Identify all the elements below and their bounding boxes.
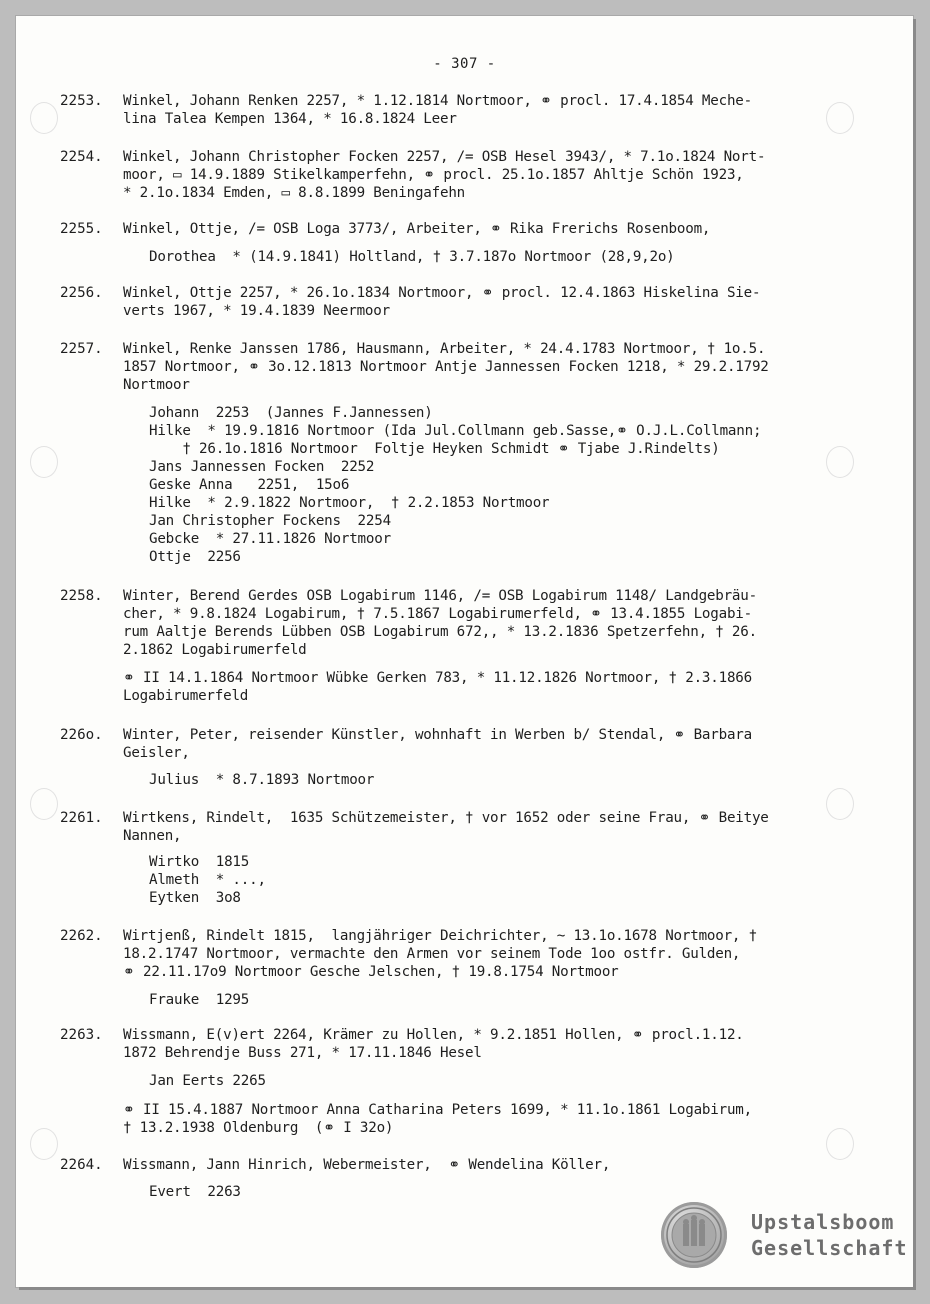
entry-line: verts 1967, * 19.4.1839 Neermoor — [123, 303, 390, 319]
document-page — [16, 16, 913, 1287]
entry-line: Winkel, Renke Janssen 1786, Hausmann, Arbeiter, * 24.4.1783 Nortmoor, † 1o.5. — [123, 341, 766, 357]
child-line: Evert 2263 — [149, 1184, 241, 1200]
entry-line: Winter, Berend Gerdes OSB Logabirum 1146, /= OSB Logabirum 1148/ Landgebräu- — [123, 588, 757, 604]
entry-line: Winkel, Ottje, /= OSB Loga 3773/, Arbeiter, ⚭ Rika Frerichs Rosenboom, — [123, 221, 711, 237]
punch-hole — [30, 102, 58, 134]
child-line: Jan Eerts 2265 — [149, 1073, 266, 1089]
entry-line: lina Talea Kempen 1364, * 16.8.1824 Leer — [123, 111, 457, 127]
marriage-line: ⚭ II 14.1.1864 Nortmoor Wübke Gerken 783, * 11.12.1826 Nortmoor, † 2.3.1866 — [123, 670, 752, 686]
punch-hole — [30, 446, 58, 478]
entry-line: Wirtjenß, Rindelt 1815, langjähriger Deichrichter, ~ 13.1o.1678 Nortmoor, † — [123, 928, 757, 944]
logo-line-2: Gesellschaft — [751, 1236, 908, 1260]
entry-line: * 2.1o.1834 Emden, ▭ 8.8.1899 Beningafehn — [123, 185, 466, 201]
child-line: Almeth * ..., — [149, 872, 266, 888]
entry-line: cher, * 9.8.1824 Logabirum, † 7.5.1867 Logabirumerfeld, ⚭ 13.4.1855 Logabi- — [123, 606, 752, 622]
page-number: - 307 - — [433, 56, 496, 72]
child-line: Eytken 3o8 — [149, 890, 241, 906]
entry-line: Wirtkens, Rindelt, 1635 Schützemeister, † vor 1652 oder seine Frau, ⚭ Beitye — [123, 810, 769, 826]
entry-line: moor, ▭ 14.9.1889 Stikelkamperfehn, ⚭ procl. 25.1o.1857 Ahltje Schön 1923, — [123, 167, 744, 183]
entry-number: 2253. — [60, 93, 103, 109]
entry-line: Dorothea * (14.9.1841) Holtland, † 3.7.187o Nortmoor (28,9,2o) — [149, 249, 675, 265]
entry-number: 2262. — [60, 928, 103, 944]
entry-number: 2257. — [60, 341, 103, 357]
child-line: Gebcke * 27.11.1826 Nortmoor — [149, 531, 391, 547]
entry-line: Winter, Peter, reisender Künstler, wohnhaft in Werben b/ Stendal, ⚭ Barbara — [123, 727, 752, 743]
marriage-line: † 13.2.1938 Oldenburg (⚭ I 32o) — [123, 1120, 394, 1136]
entry-line: Winkel, Ottje 2257, * 26.1o.1834 Nortmoor, ⚭ procl. 12.4.1863 Hiskelina Sie- — [123, 285, 761, 301]
entry-number: 2263. — [60, 1027, 103, 1043]
seal-icon — [661, 1202, 727, 1268]
entry-line: 18.2.1747 Nortmoor, vermachte den Armen vor seinem Tode 1oo ostfr. Gulden, — [123, 946, 741, 962]
entry-line: Nannen, — [123, 828, 182, 844]
entry-line: 1857 Nortmoor, ⚭ 3o.12.1813 Nortmoor Antje Jannessen Focken 1218, * 29.2.1792 — [123, 359, 769, 375]
logo-line-1: Upstalsboom — [751, 1210, 895, 1234]
entry-line: Wissmann, Jann Hinrich, Webermeister, ⚭ Wendelina Köller, — [123, 1157, 611, 1173]
child-line: Jan Christopher Fockens 2254 — [149, 513, 391, 529]
child-line: Ottje 2256 — [149, 549, 241, 565]
child-line: † 26.1o.1816 Nortmoor Foltje Heyken Schmidt ⚭ Tjabe J.Rindelts) — [149, 441, 720, 457]
marriage-line: ⚭ II 15.4.1887 Nortmoor Anna Catharina Peters 1699, * 11.1o.1861 Logabirum, — [123, 1102, 752, 1118]
entry-line: Geisler, — [123, 745, 190, 761]
child-line: Hilke * 2.9.1822 Nortmoor, † 2.2.1853 Nortmoor — [149, 495, 550, 511]
entry-number: 2264. — [60, 1157, 103, 1173]
entry-number: 2256. — [60, 285, 103, 301]
marriage-line: Logabirumerfeld — [123, 688, 249, 704]
entry-line: 1872 Behrendje Buss 271, * 17.11.1846 Hesel — [123, 1045, 482, 1061]
entry-number: 2254. — [60, 149, 103, 165]
entry-line: rum Aaltje Berends Lübben OSB Logabirum 672,, * 13.2.1836 Spetzerfehn, † 26. — [123, 624, 757, 640]
child-line: Johann 2253 (Jannes F.Jannessen) — [149, 405, 433, 421]
child-line: Jans Jannessen Focken 2252 — [149, 459, 375, 475]
entry-number: 2258. — [60, 588, 103, 604]
punch-hole — [30, 1128, 58, 1160]
child-line: Julius * 8.7.1893 Nortmoor — [149, 772, 375, 788]
entry-number: 226o. — [60, 727, 103, 743]
entry-line: Wissmann, E(v)ert 2264, Krämer zu Hollen, * 9.2.1851 Hollen, ⚭ procl.1.12. — [123, 1027, 744, 1043]
child-line: Geske Anna 2251, 15o6 — [149, 477, 350, 493]
punch-hole — [30, 788, 58, 820]
entry-line: Nortmoor — [123, 377, 190, 393]
child-line: Wirtko 1815 — [149, 854, 250, 870]
entry-number: 2255. — [60, 221, 103, 237]
society-logo — [661, 1202, 908, 1278]
entry-line: Winkel, Johann Christopher Focken 2257, /= OSB Hesel 3943/, * 7.1o.1824 Nort- — [123, 149, 766, 165]
child-line: Hilke * 19.9.1816 Nortmoor (Ida Jul.Collmann geb.Sasse,⚭ O.J.L.Collmann; — [149, 423, 762, 439]
entry-line: ⚭ 22.11.17o9 Nortmoor Gesche Jelschen, † 19.8.1754 Nortmoor — [123, 964, 619, 980]
entry-line: 2.1862 Logabirumerfeld — [123, 642, 307, 658]
entry-number: 2261. — [60, 810, 103, 826]
child-line: Frauke 1295 — [149, 992, 250, 1008]
entry-line: Winkel, Johann Renken 2257, * 1.12.1814 Nortmoor, ⚭ procl. 17.4.1854 Meche- — [123, 93, 752, 109]
